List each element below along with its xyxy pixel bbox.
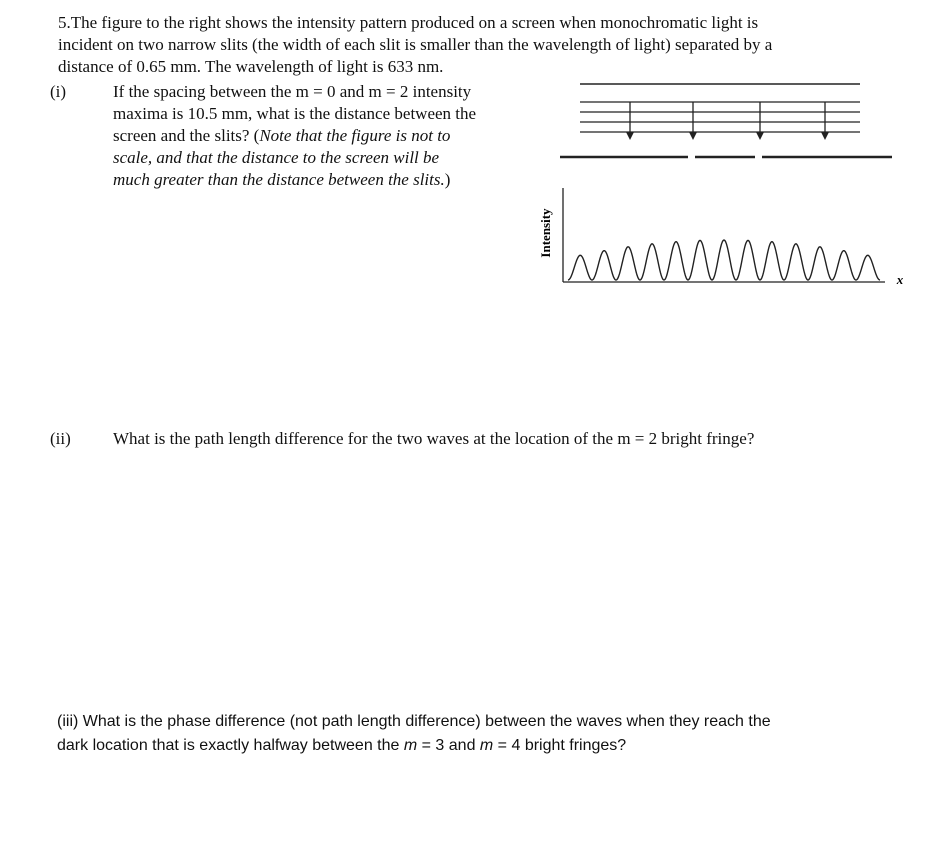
- part-i-line-2: maxima is 10.5 mm, what is the distance between the: [113, 104, 477, 123]
- part-i-marker: (i): [50, 82, 67, 101]
- part-iii-line-2: [57, 734, 771, 758]
- down-arrow-icon: [689, 102, 697, 140]
- part-iii-seg-2: = 3 and: [417, 737, 480, 754]
- interference-figure: [530, 70, 910, 300]
- part-i-note-2: scale, and that the distance to the screen will be: [113, 148, 440, 167]
- part-iii-line-1: (iii) What is the phase difference (not path length difference) between the waves when they reach the: [57, 713, 771, 730]
- part-i-note-3: much greater than the distance between the slits.: [113, 170, 445, 189]
- part-i-line-3a: screen and the slits? (: [113, 126, 260, 145]
- down-arrow-icon: [821, 102, 829, 140]
- intro-line-3: distance of 0.65 mm. The wavelength of light is 633 nm.: [58, 57, 444, 76]
- y-axis-label: Intensity: [538, 208, 553, 258]
- part-i-line-4: [113, 147, 476, 169]
- part-i-line-1: If the spacing between the m = 0 and m = 2 intensity: [113, 82, 472, 101]
- part-iii-seg-3: = 4 bright fringes?: [493, 737, 627, 754]
- down-arrow-icon: [626, 102, 634, 140]
- part-i-line-5: [113, 169, 476, 191]
- part-i-close-paren: ): [444, 170, 451, 189]
- question-intro: [58, 12, 772, 78]
- part-iii-m-symbol: m: [403, 737, 418, 754]
- part-ii-text: What is the path length difference for the two waves at the location of the m = 2 bright fringe?: [113, 429, 755, 448]
- down-arrow-icon: [756, 102, 764, 140]
- intensity-curve: [568, 240, 880, 280]
- part-i-line-3: [113, 125, 476, 147]
- part-iii-m-symbol: m: [479, 737, 494, 754]
- intro-line-2: incident on two narrow slits (the width of each slit is smaller than the wavelength of light) separated by a: [58, 35, 773, 54]
- part-iii-text: [57, 710, 771, 758]
- part-ii-marker: (ii): [50, 429, 71, 448]
- part-iii-seg-1: dark location that is exactly halfway between the: [57, 737, 404, 754]
- part-i-text: [113, 81, 476, 191]
- intro-line-1: 5.The figure to the right shows the intensity pattern produced on a screen when monochromatic light is: [58, 13, 759, 32]
- x-axis-label: x: [896, 272, 904, 287]
- part-i-note-1: Note that the figure is not to: [259, 126, 451, 145]
